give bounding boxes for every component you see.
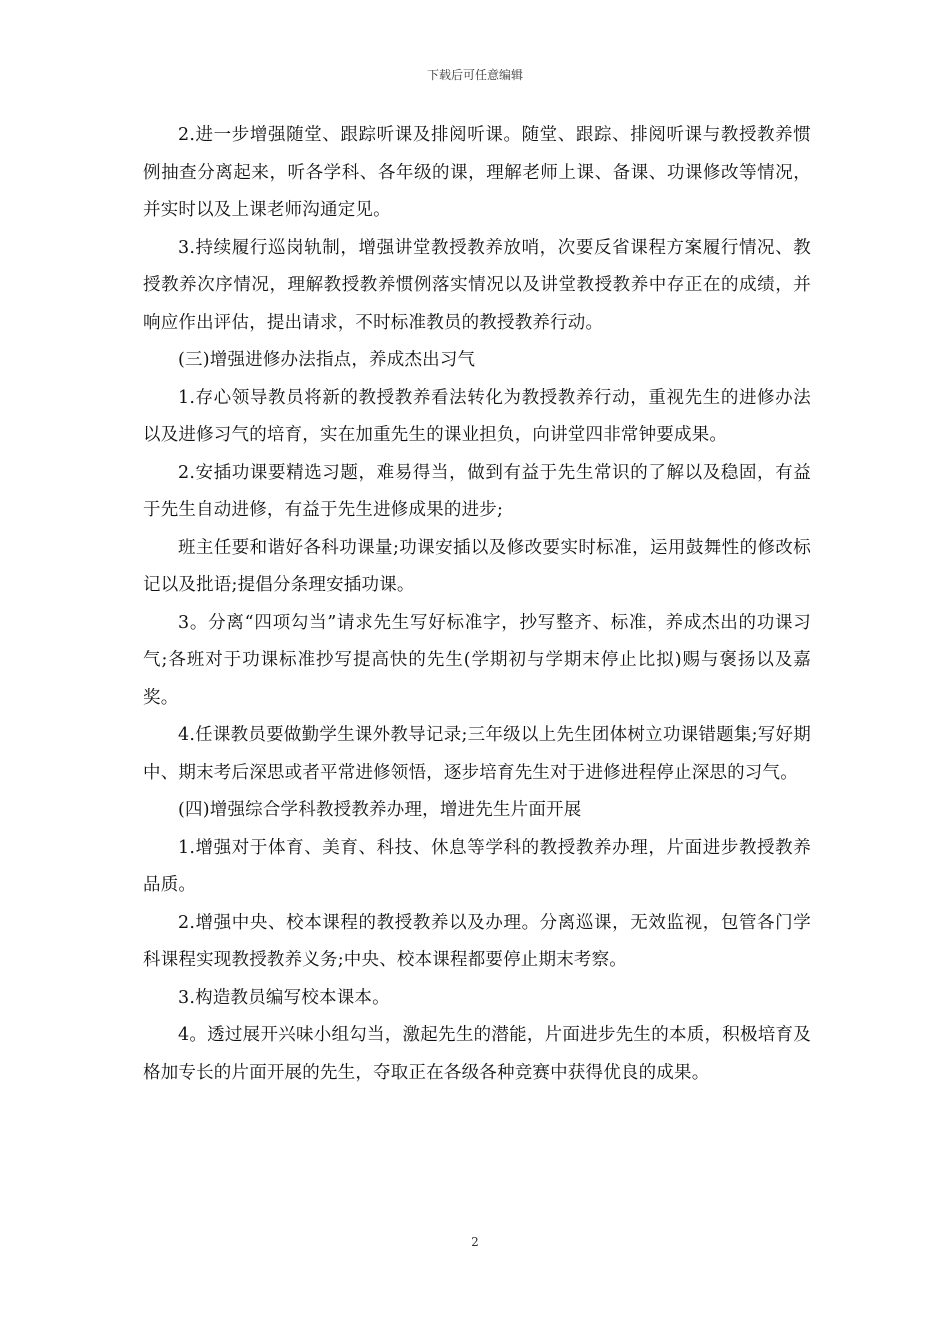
paragraph: 4。透过展开兴味小组勾当，激起先生的潜能，片面进步先生的本质，积极培育及格加专长的片面开展的先生，夺取正在各级各种竞赛中获得优良的成果。 bbox=[143, 1025, 811, 1083]
paragraph: 3。分离“四项勾当”请求先生写好标准字，抄写整齐、标准，养成杰出的功课习气;各班对于功课标准抄写提高快的先生(学期初与学期末停止比拟)赐与褒扬以及嘉奖。 bbox=[143, 612, 811, 708]
paragraph: 2.增强中央、校本课程的教授教养以及办理。分离巡课，无效监视，包管各门学科课程实现教授教养义务;中央、校本课程都要停止期末考察。 bbox=[143, 912, 811, 970]
page-number: 2 bbox=[471, 1235, 479, 1249]
section-heading: (三)增强进修办法指点，养成杰出习气 bbox=[178, 350, 476, 370]
paragraph: 1.增强对于体育、美育、科技、休息等学科的教授教养办理，片面进步教授教养品质。 bbox=[143, 837, 811, 895]
document-body bbox=[143, 117, 811, 1092]
paragraph: 3.构造教员编写校本课本。 bbox=[178, 987, 390, 1008]
paragraph: 4.任课教员要做勤学生课外教导记录;三年级以上先生团体树立功课错题集;写好期中、期末考后深思或者平常进修领悟，逐步培育先生对于进修进程停止深思的习气。 bbox=[143, 725, 811, 783]
paragraph: 3.持续履行巡岗轨制，增强讲堂教授教养放哨，次要反省课程方案履行情况、教授教养次序情况，理解教授教养惯例落实情况以及讲堂教授教养中存正在的成绩，并响应作出评估，提出请求，不时标准教员的教授教养行动。 bbox=[143, 237, 811, 333]
paragraph: 2.安插功课要精选习题，难易得当，做到有益于先生常识的了解以及稳固，有益于先生自动进修，有益于先生进修成果的进步; bbox=[143, 462, 811, 520]
paragraph: 2.进一步增强随堂、跟踪听课及排阅听课。随堂、跟踪、排阅听课与教授教养惯例抽查分离起来，听各学科、各年级的课，理解老师上课、备课、功课修改等情况，并实时以及上课老师沟通定见。 bbox=[143, 125, 811, 220]
paragraph: 1.存心领导教员将新的教授教养看法转化为教授教养行动，重视先生的进修办法以及进修习气的培育，实在加重先生的课业担负，向讲堂四非常钟要成果。 bbox=[143, 387, 811, 445]
paragraph: 班主任要和谐好各科功课量;功课安插以及修改要实时标准，运用鼓舞性的修改标记以及批语;提倡分条理安插功课。 bbox=[143, 537, 811, 595]
page-header: 下载后可任意编辑 bbox=[426, 68, 523, 82]
section-heading: (四)增强综合学科教授教养办理，增进先生片面开展 bbox=[178, 800, 582, 820]
